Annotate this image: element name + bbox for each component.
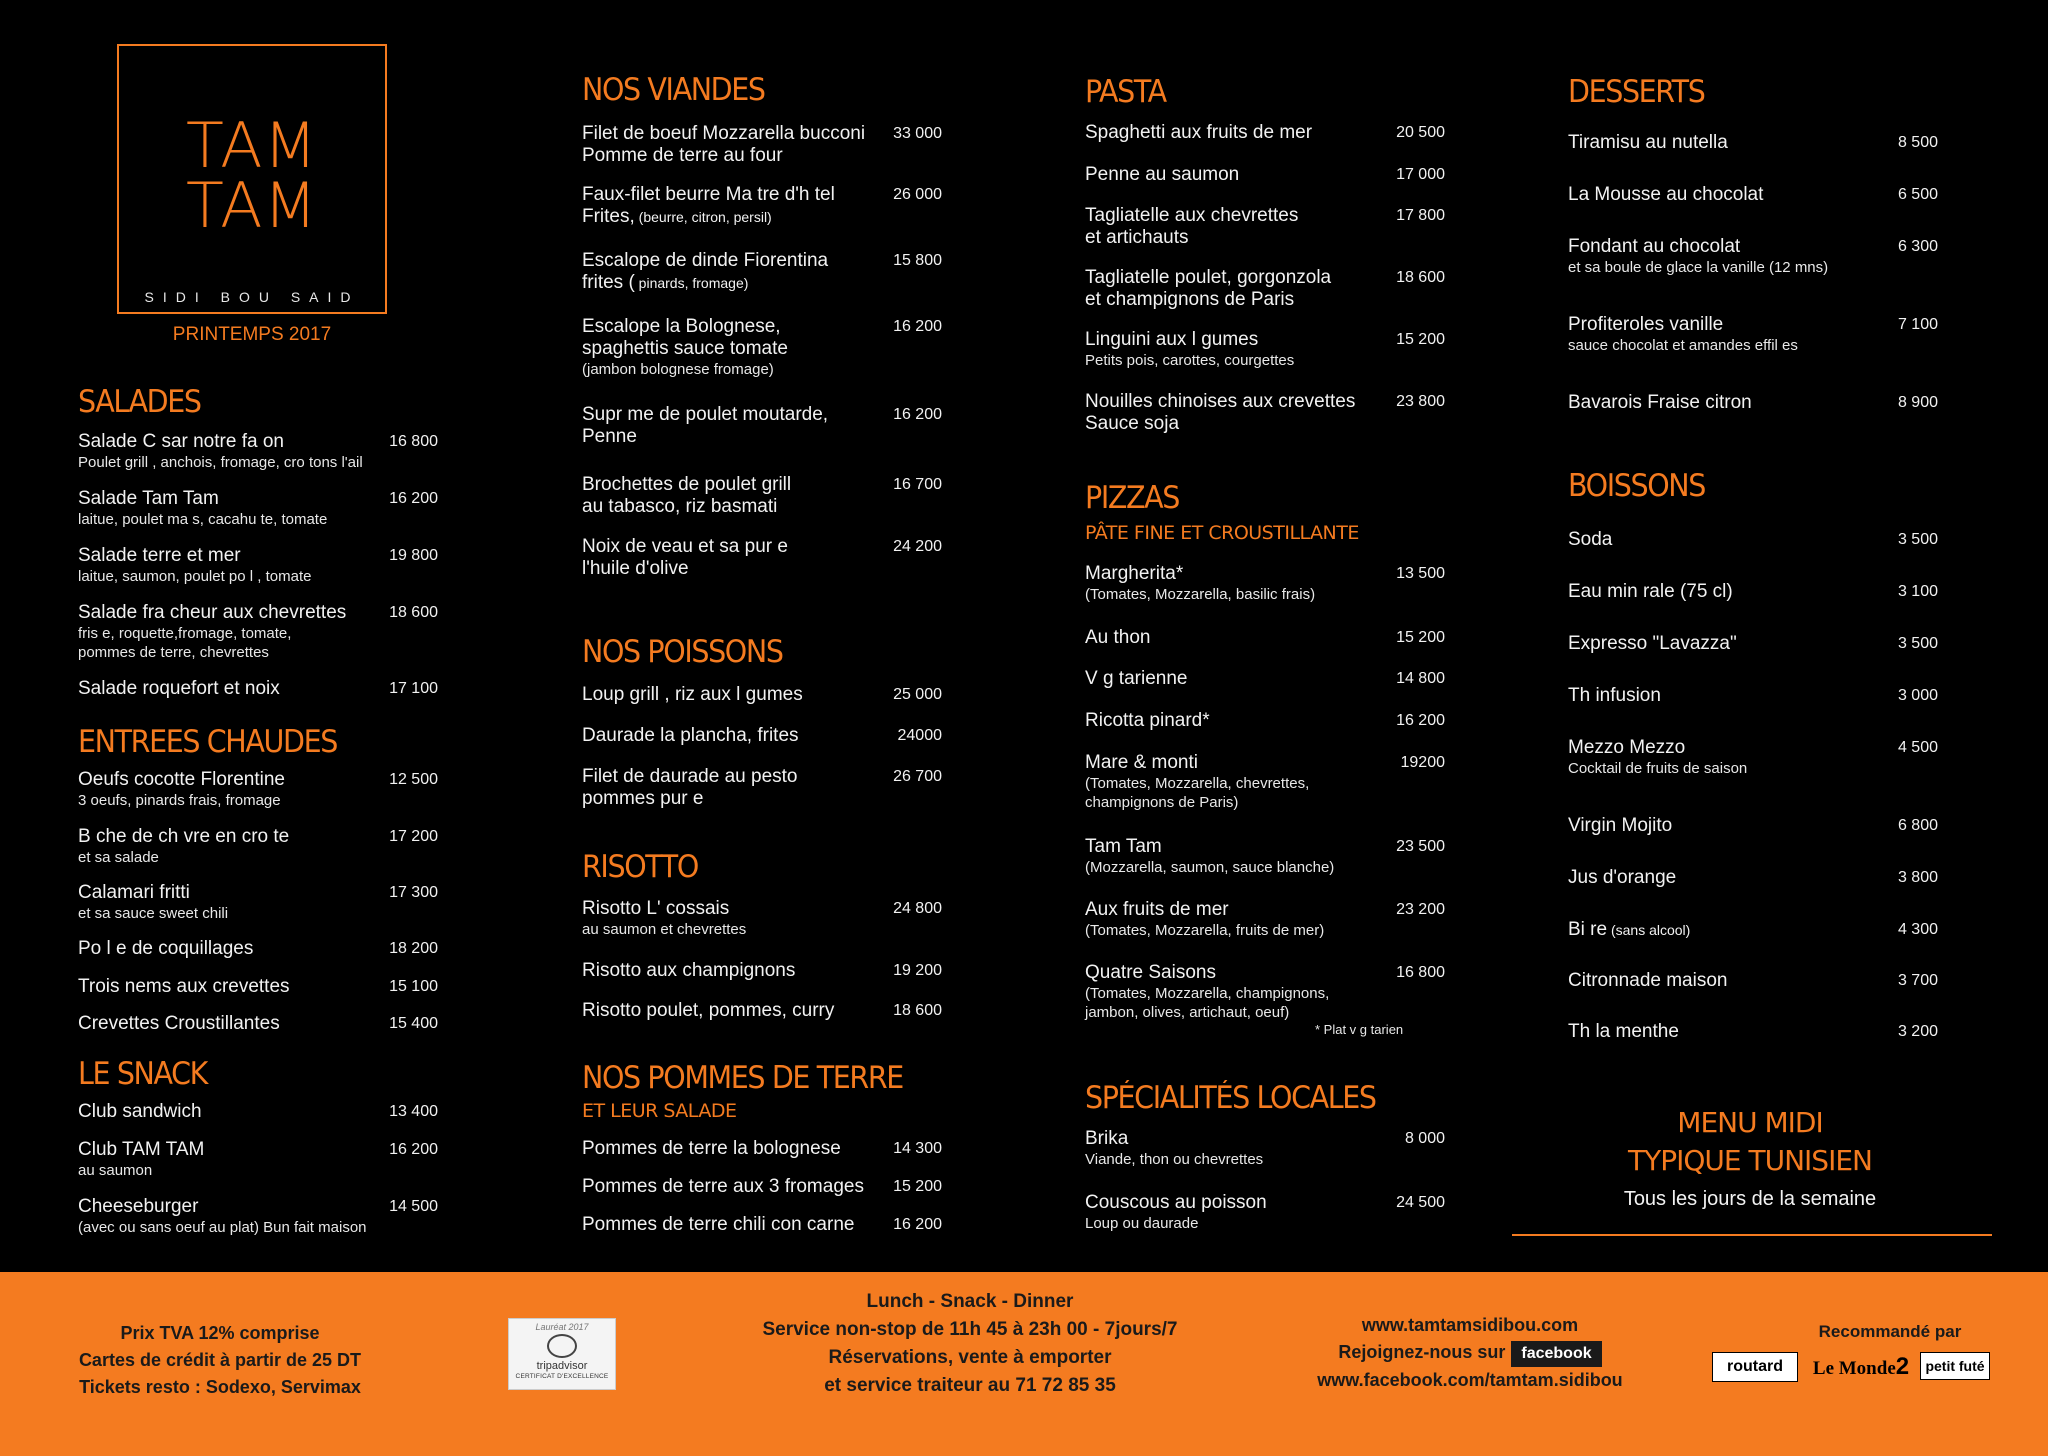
item-name: Margherita* (1085, 563, 1184, 584)
item-name: Daurade la plancha, frites (582, 725, 799, 746)
item-name: Supr me de poulet moutarde, (582, 404, 829, 425)
menu-item (1085, 329, 1445, 370)
menu-item (1085, 1128, 1445, 1169)
item-price: 18 600 (893, 1002, 942, 1019)
item-price: 12 500 (389, 771, 438, 788)
menu-item (1085, 563, 1445, 604)
menu-item (582, 474, 942, 518)
menu-item (1568, 919, 1938, 941)
item-name: spaghettis sauce tomate (582, 338, 788, 359)
item-price: 15 200 (893, 1178, 942, 1195)
item-name: Brika (1085, 1128, 1129, 1149)
payment-info: Prix TVA 12% comprise Cartes de crédit à partir de 25 DT Tickets resto : Sodexo, Servimax (78, 1323, 362, 1397)
menu-item (78, 826, 438, 867)
item-price: 3 800 (1897, 869, 1938, 886)
item-price: 24 500 (1396, 1194, 1445, 1211)
item-description: et sa salade (78, 849, 159, 866)
web-info: www.tamtamsidibou.com Rejoignez-nous sur facebook www.facebook.com/tamtam.sidibou (1260, 1312, 1680, 1394)
item-description: laitue, poulet ma s, cacahu te, tomate (78, 511, 328, 528)
item-price: 19 800 (389, 547, 438, 564)
menu-item (78, 1013, 438, 1035)
item-description: Loup ou daurade (1085, 1215, 1199, 1232)
item-name: Expresso "Lavazza" (1568, 633, 1737, 654)
section-subtitle-pizzas: PÂTE FINE ET CROUSTILLANTE (1085, 522, 1359, 544)
section-title-risotto: RISOTTO (582, 849, 698, 885)
logo-subtitle: SIDI BOU SAID (144, 289, 360, 305)
menu-item (582, 404, 942, 448)
menu-item (582, 250, 942, 294)
section-title-pizzas: PIZZAS (1085, 480, 1180, 516)
item-description: (Tomates, Mozzarella, champignons, (1085, 985, 1330, 1002)
menu-item (1568, 685, 1938, 707)
menu-item (1568, 1021, 1938, 1043)
section-title-viandes: NOS VIANDES (582, 72, 765, 108)
item-price: 16 800 (389, 433, 438, 450)
item-name: pommes pur e (582, 788, 704, 809)
item-description: fris e, roquette,fromage, tomate, (78, 625, 292, 642)
item-price: 18 600 (389, 604, 438, 621)
item-name: Eau min rale (75 cl) (1568, 581, 1733, 602)
item-price: 16 200 (893, 406, 942, 423)
item-name: Nouilles chinoises aux crevettes (1085, 391, 1356, 412)
item-description: Viande, thon ou chevrettes (1085, 1151, 1264, 1168)
item-price: 4 300 (1897, 921, 1938, 938)
item-name: Trois nems aux crevettes (78, 976, 290, 997)
item-price: 8 500 (1897, 134, 1938, 151)
item-name: Th infusion (1568, 685, 1661, 706)
item-name: Salade terre et mer (78, 545, 241, 566)
item-price: 17 800 (1396, 207, 1445, 224)
menu-item (1085, 122, 1445, 144)
menu-item (1568, 236, 1938, 277)
menu-item (1568, 184, 1938, 206)
item-price: 8 900 (1897, 394, 1938, 411)
item-price: 6 800 (1897, 817, 1938, 834)
menu-item (1568, 970, 1938, 992)
menu-item (582, 1176, 942, 1198)
item-price: 16 800 (1396, 964, 1445, 981)
item-name: Brochettes de poulet grill (582, 474, 792, 495)
item-price: 14 800 (1396, 670, 1445, 687)
logo (117, 44, 387, 314)
item-name: Salade Tam Tam (78, 488, 219, 509)
item-price: 17 100 (389, 680, 438, 697)
menu-item (78, 602, 438, 662)
menu-item (1568, 529, 1938, 551)
item-description: laitue, saumon, poulet po l , tomate (78, 568, 312, 585)
item-name: Au thon (1085, 627, 1151, 648)
item-name: Salade roquefort et noix (78, 678, 280, 699)
item-name: Th la menthe (1568, 1021, 1679, 1042)
menu-item (78, 976, 438, 998)
menu-item (582, 725, 942, 747)
menu-item (1085, 267, 1445, 311)
section-title-entrees: ENTREES CHAUDES (78, 724, 337, 760)
menu-item (582, 684, 942, 706)
menu-item (78, 678, 438, 700)
item-price: 13 400 (389, 1103, 438, 1120)
item-price: 15 200 (1396, 629, 1445, 646)
item-name: Pommes de terre la bolognese (582, 1138, 841, 1159)
item-name: La Mousse au chocolat (1568, 184, 1764, 205)
item-name: Escalope de dinde Fiorentina (582, 250, 829, 271)
item-price: 16 200 (893, 1216, 942, 1233)
menu-item (582, 316, 942, 379)
website-link[interactable]: www.tamtamsidibou.com (1361, 1315, 1579, 1335)
item-name: B che de ch vre en cro te (78, 826, 290, 847)
recommended-label: Recommandé par (1818, 1322, 1962, 1341)
tripadvisor-badge: Lauréat 2017 tripadvisor CERTIFICAT D'EXCELLENCE (508, 1318, 616, 1390)
item-name: Filet de daurade au pesto (582, 766, 798, 787)
menu-item (1568, 633, 1938, 655)
item-price: 19200 (1400, 754, 1445, 771)
item-name: Pomme de terre au four (582, 145, 783, 166)
item-name: et artichauts (1085, 227, 1189, 248)
item-price: 3 700 (1897, 972, 1938, 989)
item-description: Petits pois, carottes, courgettes (1085, 352, 1295, 369)
logo-title: TAM TAM (186, 109, 318, 242)
item-name: Linguini aux l gumes (1085, 329, 1259, 350)
item-description: (Tomates, Mozzarella, fruits de mer) (1085, 922, 1325, 939)
item-description: jambon, olives, artichaut, oeuf) (1085, 1004, 1290, 1021)
item-name: Salade C sar notre fa on (78, 431, 284, 452)
item-name: Risotto L' cossais (582, 898, 730, 919)
menu-item (582, 1000, 942, 1022)
item-name: Aux fruits de mer (1085, 899, 1229, 920)
item-price: 15 400 (389, 1015, 438, 1032)
menu-item (1568, 581, 1938, 603)
petit-fute-logo: petit futé (1920, 1352, 1990, 1380)
item-description: au saumon et chevrettes (582, 921, 747, 938)
item-name: Mezzo Mezzo (1568, 737, 1686, 758)
le-monde-logo: Le Monde2 (1812, 1353, 1910, 1380)
item-price: 19 200 (893, 962, 942, 979)
item-price: 8 000 (1404, 1130, 1445, 1147)
item-description: 3 oeufs, pinards frais, fromage (78, 792, 281, 809)
section-title-poissons: NOS POISSONS (582, 634, 783, 670)
section-title-specialites: SPÉCIALITÉS LOCALES (1085, 1080, 1376, 1116)
owl-icon (547, 1334, 577, 1358)
menu-midi-days: Tous les jours de la semaine (1623, 1188, 1877, 1210)
menu-item (1568, 815, 1938, 837)
item-description: pommes de terre, chevrettes (78, 644, 269, 661)
item-description: Cocktail de fruits de saison (1568, 760, 1748, 777)
item-price: 17 200 (389, 828, 438, 845)
item-price: 23 500 (1396, 838, 1445, 855)
item-name: Pommes de terre aux 3 fromages (582, 1176, 864, 1197)
menu-midi-subtitle: TYPIQUE TUNISIEN (1628, 1144, 1872, 1177)
item-price: 15 800 (893, 252, 942, 269)
item-name: Filet de boeuf Mozzarella bucconi (582, 123, 866, 144)
item-name: Pommes de terre chili con carne (582, 1214, 855, 1235)
vegetarian-note: * Plat v g tarien (1315, 1022, 1404, 1037)
item-price: 20 500 (1396, 124, 1445, 141)
item-name: Risotto poulet, pommes, curry (582, 1000, 835, 1021)
item-price: 3 000 (1897, 687, 1938, 704)
item-name: Crevettes Croustillantes (78, 1013, 280, 1034)
item-price: 16 200 (389, 1141, 438, 1158)
item-name: Oeufs cocotte Florentine (78, 769, 285, 790)
item-name: Bi re (sans alcool) (1568, 919, 1691, 940)
menu-item (1085, 899, 1445, 940)
menu-item (78, 488, 438, 529)
item-description: et sa sauce sweet chili (78, 905, 229, 922)
item-price: 24000 (897, 727, 942, 744)
item-name: Frites, (beurre, citron, persil) (582, 206, 772, 227)
item-description: (Mozzarella, saumon, sauce blanche) (1085, 859, 1335, 876)
section-title-desserts: DESSERTS (1568, 74, 1705, 110)
item-price: 26 700 (893, 768, 942, 785)
item-price: 3 200 (1897, 1023, 1938, 1040)
item-name: Soda (1568, 529, 1613, 550)
item-price: 6 300 (1897, 238, 1938, 255)
menu-midi-block (1510, 1104, 1990, 1211)
item-price: 14 500 (389, 1198, 438, 1215)
menu-item (78, 1196, 438, 1237)
item-name: Risotto aux champignons (582, 960, 796, 981)
item-name: au tabasco, riz basmati (582, 496, 778, 517)
item-price: 13 500 (1396, 565, 1445, 582)
menu-item (78, 769, 438, 810)
item-name: Club sandwich (78, 1101, 202, 1122)
item-name: Citronnade maison (1568, 970, 1728, 991)
section-title-snack: LE SNACK (78, 1056, 208, 1092)
menu-item (1568, 132, 1938, 154)
item-name: Tagliatelle aux chevrettes (1085, 205, 1299, 226)
item-name: Spaghetti aux fruits de mer (1085, 122, 1313, 143)
item-name: Tagliatelle poulet, gorgonzola (1085, 267, 1332, 288)
section-title-salades: SALADES (78, 384, 201, 420)
item-price: 25 000 (893, 686, 942, 703)
routard-logo: routard (1712, 1352, 1798, 1382)
item-description: Poulet grill , anchois, fromage, cro tons l'ail (78, 454, 363, 471)
item-name: Virgin Mojito (1568, 815, 1673, 836)
item-name: Cheeseburger (78, 1196, 199, 1217)
menu-item (78, 938, 438, 960)
item-description: (Tomates, Mozzarella, chevrettes, (1085, 775, 1310, 792)
menu-item (78, 1139, 438, 1180)
item-name: Noix de veau et sa pur e (582, 536, 788, 557)
menu-item (1085, 627, 1445, 649)
item-price: 7 100 (1897, 316, 1938, 333)
item-price: 16 200 (1396, 712, 1445, 729)
item-description: sauce chocolat et amandes effil es (1568, 337, 1798, 354)
item-price: 33 000 (893, 125, 942, 142)
menu-item (1085, 164, 1445, 186)
menu-item (582, 1138, 942, 1160)
menu-item (1085, 836, 1445, 877)
menu-item (1085, 962, 1445, 1022)
item-name: l'huile d'olive (582, 558, 689, 579)
item-name: Jus d'orange (1568, 867, 1677, 888)
menu-item (1568, 867, 1938, 889)
item-name: Salade fra cheur aux chevrettes (78, 602, 347, 623)
menu-item (78, 431, 438, 472)
item-price: 16 200 (893, 318, 942, 335)
service-info: Lunch - Snack - Dinner Service non-stop de 11h 45 à 23h 00 - 7jours/7 Réservations, vente à emporter et service traiteur au 71 72 85 35 (762, 1291, 1178, 1396)
item-price: 6 500 (1897, 186, 1938, 203)
item-name: Profiteroles vanille (1568, 314, 1724, 335)
menu-item (1085, 391, 1445, 435)
item-name: Faux-filet beurre Ma tre d'h tel (582, 184, 835, 205)
section-title-pasta: PASTA (1085, 74, 1166, 110)
item-name: Penne au saumon (1085, 164, 1240, 185)
menu-midi-title: MENU MIDI (1677, 1106, 1823, 1139)
item-name: Loup grill , riz aux l gumes (582, 684, 803, 705)
section-title-pommes: NOS POMMES DE TERRE (582, 1060, 903, 1096)
item-price: 4 500 (1897, 739, 1938, 756)
menu-item (582, 536, 942, 580)
item-description: (Tomates, Mozzarella, basilic frais) (1085, 586, 1316, 603)
menu-item (1568, 314, 1938, 355)
facebook-link[interactable]: www.facebook.com/tamtam.sidibou (1317, 1370, 1623, 1390)
menu-item (582, 898, 942, 939)
item-description: champignons de Paris) (1085, 794, 1239, 811)
menu-item (582, 123, 942, 167)
item-price: 17 300 (389, 884, 438, 901)
menu-item (1085, 1192, 1445, 1233)
season-label: PRINTEMPS 2017 (172, 324, 332, 345)
divider (1512, 1234, 1992, 1236)
menu-item (78, 882, 438, 923)
item-price: 3 500 (1897, 635, 1938, 652)
menu-item (1085, 668, 1445, 690)
item-price: 15 100 (389, 978, 438, 995)
item-name: Mare & monti (1085, 752, 1198, 773)
footer (0, 1272, 2048, 1456)
item-price: 18 200 (389, 940, 438, 957)
item-price: 24 200 (893, 538, 942, 555)
item-name: Sauce soja (1085, 413, 1180, 434)
menu-item (1085, 205, 1445, 249)
facebook-logo[interactable]: facebook (1511, 1341, 1601, 1367)
menu-item (78, 545, 438, 586)
item-name: Couscous au poisson (1085, 1192, 1267, 1213)
item-name: Fondant au chocolat (1568, 236, 1741, 257)
section-title-boissons: BOISSONS (1568, 468, 1705, 504)
item-price: 3 500 (1897, 531, 1938, 548)
section-subtitle-pommes: ET LEUR SALADE (582, 1100, 737, 1122)
menu-item (582, 184, 942, 228)
menu-item (582, 766, 942, 810)
item-name: et champignons de Paris (1085, 289, 1295, 310)
item-price: 16 200 (389, 490, 438, 507)
item-price: 17 000 (1396, 166, 1445, 183)
item-description: (avec ou sans oeuf au plat) Bun fait maison (78, 1219, 367, 1236)
menu-item (1085, 710, 1445, 732)
item-name: Bavarois Fraise citron (1568, 392, 1752, 413)
item-name: Tam Tam (1085, 836, 1162, 857)
item-name: Tiramisu au nutella (1568, 132, 1728, 153)
menu-item (1085, 752, 1445, 812)
item-name: Po l e de coquillages (78, 938, 254, 959)
item-price: 26 000 (893, 186, 942, 203)
item-price: 24 800 (893, 900, 942, 917)
menu-item (1568, 737, 1938, 778)
item-description: au saumon (78, 1162, 153, 1179)
item-price: 23 800 (1396, 393, 1445, 410)
item-price: 14 300 (893, 1140, 942, 1157)
item-name: Club TAM TAM (78, 1139, 205, 1160)
item-description: et sa boule de glace la vanille (12 mns) (1568, 259, 1829, 276)
item-name: Escalope la Bolognese, (582, 316, 781, 337)
item-price: 16 700 (893, 476, 942, 493)
item-description: (jambon bolognese fromage) (582, 361, 774, 378)
menu-item (78, 1101, 438, 1123)
item-price: 15 200 (1396, 331, 1445, 348)
item-name: frites ( pinards, fromage) (582, 272, 749, 293)
item-name: Penne (582, 426, 637, 447)
item-price: 23 200 (1396, 901, 1445, 918)
menu-item (582, 1214, 942, 1236)
item-name: Calamari fritti (78, 882, 190, 903)
item-name: Ricotta pinard* (1085, 710, 1210, 731)
item-price: 3 100 (1897, 583, 1938, 600)
item-name: V g tarienne (1085, 668, 1188, 689)
item-price: 18 600 (1396, 269, 1445, 286)
item-name: Quatre Saisons (1085, 962, 1216, 983)
menu-item (1568, 392, 1938, 414)
menu-item (582, 960, 942, 982)
